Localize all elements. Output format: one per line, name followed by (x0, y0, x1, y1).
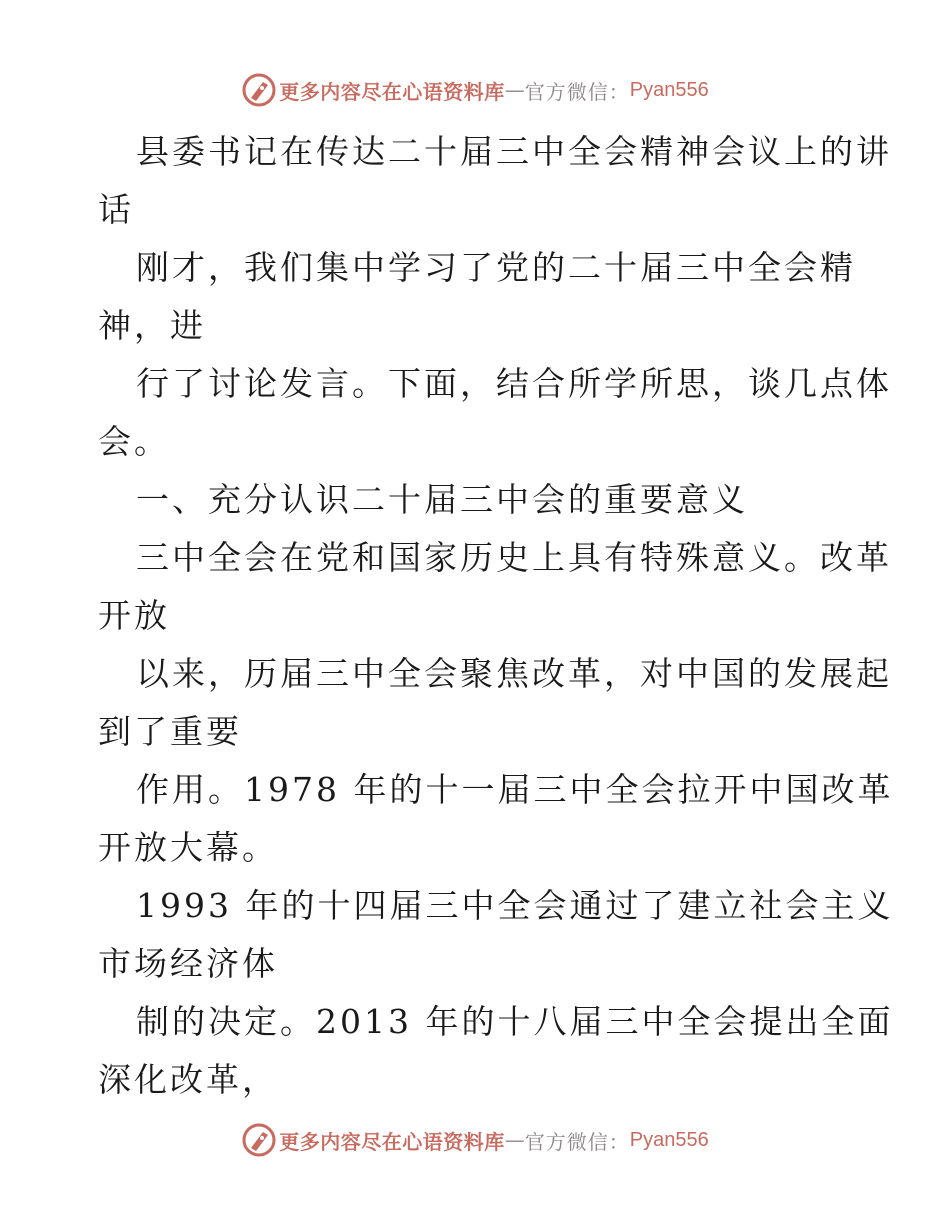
watermark-dash: — (504, 78, 525, 102)
paragraph-line: 行了讨论发言。下面，结合所学所思，谈几点体 (136, 364, 892, 403)
watermark-brand: 更多内容尽在心语资料库 (279, 1129, 505, 1154)
watermark-wechat-label: 官方微信： (524, 79, 630, 104)
paragraph-line: 开放大幕。 (98, 828, 278, 867)
watermark-handle: Pyan556 (629, 78, 709, 101)
paragraph-line: 到了重要 (98, 712, 242, 751)
watermark-wechat-label: 官方微信： (524, 1129, 630, 1154)
paragraph-line: 制的决定。2013 年的十八届三中全会提出全面 (136, 1002, 894, 1041)
document-title-line-2: 话 (98, 190, 134, 229)
footer-watermark (0, 1120, 950, 1160)
watermark-dash: — (504, 1128, 525, 1152)
paragraph-line: 深化改革， (98, 1060, 278, 1099)
pen-nib-logo-icon (241, 72, 277, 108)
pen-nib-logo-icon (241, 1122, 277, 1158)
paragraph-line: 开放 (98, 596, 170, 635)
watermark-handle: Pyan556 (629, 1128, 709, 1151)
paragraph-line: 会。 (98, 422, 170, 461)
section-heading: 一、充分认识二十届三中会的重要意义 (136, 480, 748, 519)
document-body (98, 123, 894, 1109)
paragraph-line: 刚才，我们集中学习了党的二十届三中全会精 (136, 248, 856, 287)
paragraph-line: 以来，历届三中全会聚焦改革，对中国的发展起 (136, 654, 892, 693)
paragraph-line: 三中全会在党和国家历史上具有特殊意义。改革 (136, 538, 892, 577)
paragraph-line: 神，进 (98, 306, 206, 345)
header-watermark (0, 70, 950, 110)
paragraph-line: 作用。1978 年的十一届三中全会拉开中国改革 (136, 770, 894, 809)
paragraph-line: 1993 年的十四届三中全会通过了建立社会主义 (136, 886, 894, 925)
document-title-line-1: 县委书记在传达二十届三中全会精神会议上的讲 (136, 132, 892, 171)
watermark-brand: 更多内容尽在心语资料库 (279, 79, 505, 104)
paragraph-line: 市场经济体 (98, 944, 278, 983)
